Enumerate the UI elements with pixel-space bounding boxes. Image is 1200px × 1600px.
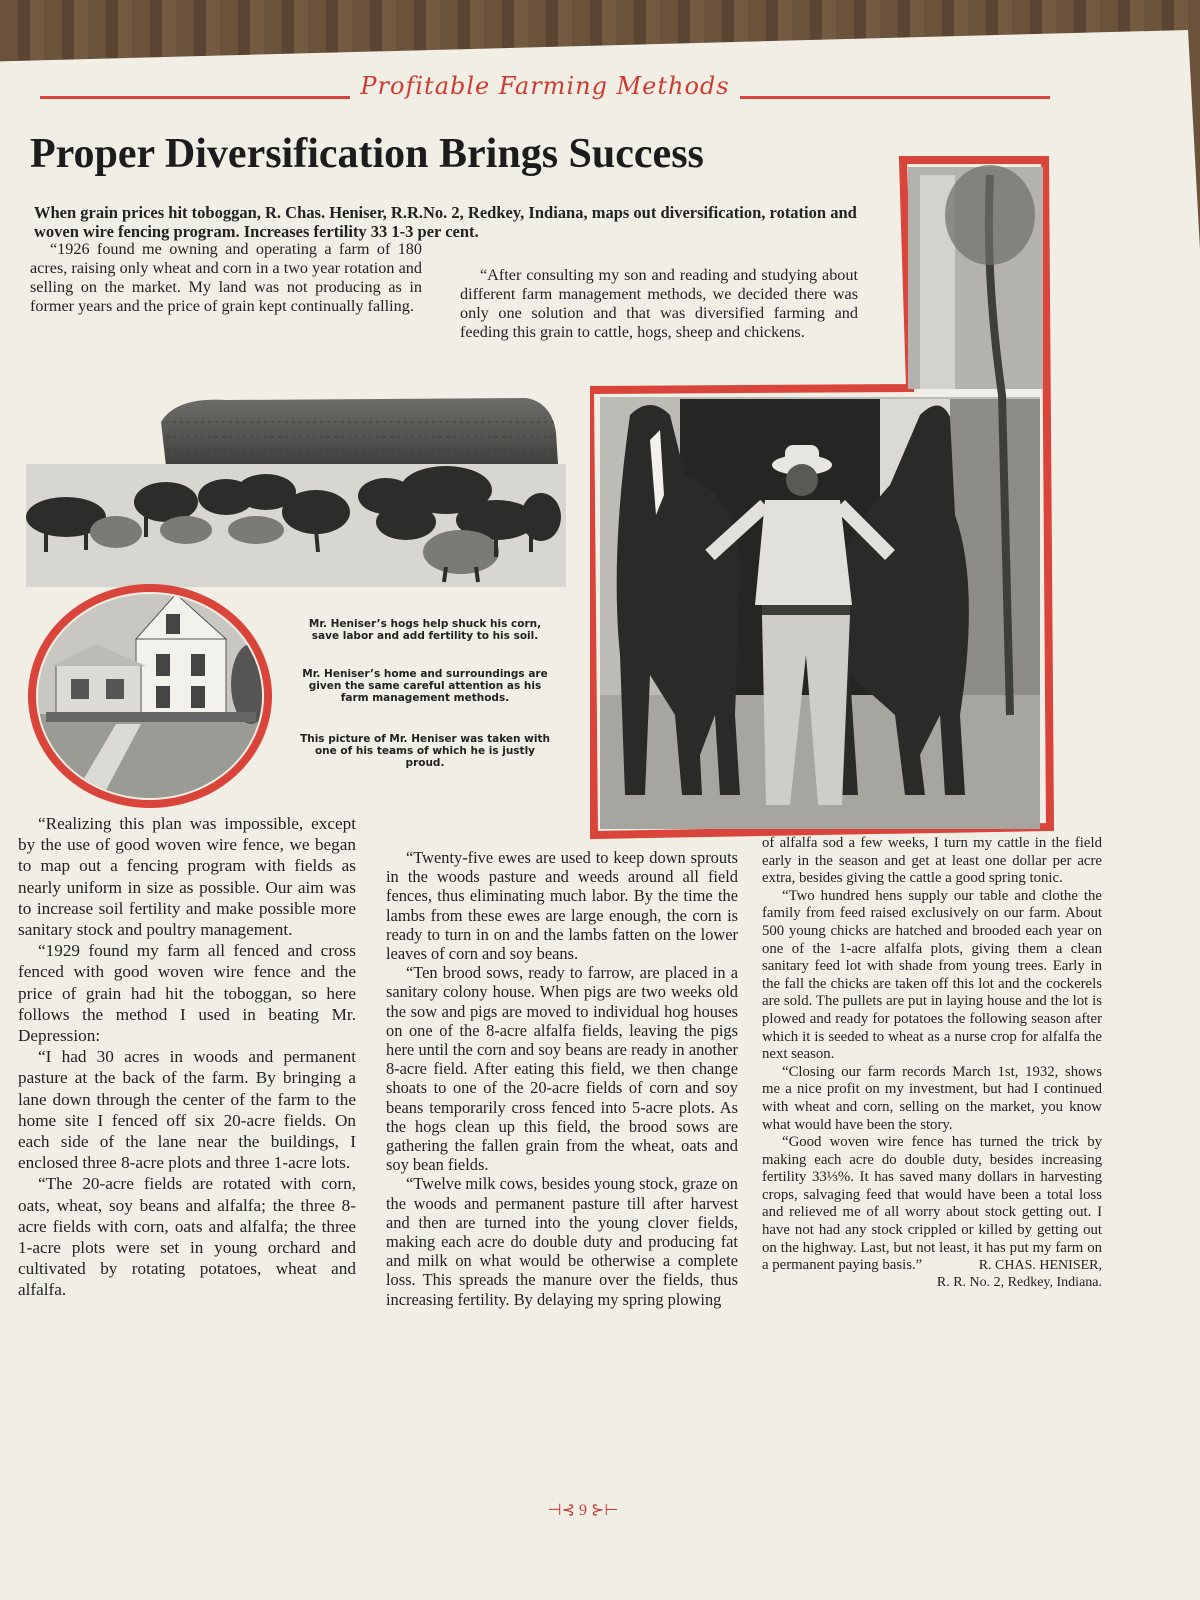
article-title: Proper Diversification Brings Success — [30, 131, 704, 177]
intro-text-1: “1926 found me owning and operating a farm of 180 acres, raising only wheat and corn in a two year rotation and selling on the market. My land was not producing as in former years and the price of grain kept continually falling. — [30, 240, 422, 315]
ornament-left-icon: ⊣⊰ — [547, 1502, 575, 1519]
running-head — [40, 72, 1050, 108]
column-a — [18, 813, 356, 1301]
column-b-paragraph: “Twelve milk cows, besides young stock, graze on the woods and permanent pasture till after harvest and then are turned into the young clover fields, making each acre do double duty and producing fat and milk on what would be otherwise a complete loss. This spreads the manure over the fields, thus increasing fertility. By delaying my spring plowing — [386, 1174, 738, 1309]
signature-address: R. R. No. 2, Redkey, Indiana. — [936, 1275, 1102, 1291]
article-subtitle: When grain prices hit toboggan, R. Chas. Heniser, R.R.No. 2, Redkey, Indiana, maps out diversification, rotation and woven wire fencing program. Increases fertility 33 1-3 per cent. — [34, 203, 857, 241]
ornament-right-icon: ⊱⊢ — [591, 1502, 619, 1519]
column-c-paragraph: “Closing our farm records March 1st, 1932, shows me a nice profit on my investment, but had I continued with wheat and corn, selling on the market, you know what would have been the story. — [762, 1063, 1102, 1133]
intro-paragraph-left — [30, 240, 422, 316]
column-a-paragraph: “The 20-acre fields are rotated with corn, oats, wheat, soy beans and alfalfa; the three 8-acre fields with corn, oats and alfalfa; the three 1-acre plots were set in young orchard and cultivated by rotating potatoes, wheat and alfalfa. — [18, 1174, 356, 1300]
running-head-text: Profitable Farming Methods — [354, 72, 735, 100]
column-c-paragraph: of alfalfa sod a few weeks, I turn my cattle in the field early in the season and get at least one dollar per acre extra, besides giving the cattle a good spring tonic. — [762, 835, 1102, 887]
house-photo — [26, 584, 276, 809]
page-number-ornament — [528, 1500, 638, 1520]
column-b — [386, 848, 738, 1309]
intro-text-2: “After consulting my son and reading and studying about different farm management methods, we decided there was only one solution and that was diversified farming and feeding this grain to cattle, hogs, sheep and chickens. — [460, 266, 858, 341]
column-c-paragraph: “Good woven wire fence has turned the trick by making each acre do double duty, besides increasing fertility 33⅓%. It has saved many dollars in harvesting crops, salvaging feed that would have been a total loss and relieved me of all worry about stock getting out. I have not had any stock crippled or killed by getting out on the highway. Last, but not least, it has put my farm on a permanent paying basis.” — [762, 1134, 1102, 1274]
page-number: 9 — [579, 1502, 587, 1519]
caption-hogs: Mr. Heniser’s hogs help shuck his corn, save labor and add fertility to his soil. — [308, 618, 542, 642]
column-a-paragraph: “I had 30 acres in woods and permanent pasture at the back of the farm. By bringing a lane down through the center of the farm to the home site I fenced off six 20-acre fields. On each side of the lane near the buildings, I enclosed three 8-acre plots and three 1-acre lots. — [18, 1047, 356, 1173]
hogs-photo — [26, 392, 566, 587]
column-b-paragraph: “Twenty-five ewes are used to keep down sprouts in the woods pasture and weeds around all field fences, thus eliminating much labor. By the time the lambs from these ewes are large enough, the corn is ready to turn in on and the lambs fatten on the lower leaves of corn and soy beans. — [386, 848, 738, 964]
caption-home: Mr. Heniser’s home and surroundings are given the same careful attention as his farm management methods. — [302, 668, 548, 704]
column-b-paragraph: “Ten brood sows, ready to farrow, are placed in a sanitary colony house. When pigs are two weeks old the sow and pigs are moved to individual hog houses on one of the 8-acre alfalfa fields, leaving the pigs here until the corn and soy beans are ready in another 8-acre field. After eating this field, we then change shoats to one of the 20-acre fields of corn and soy beans temporarily cross fenced into 5-acre plots. As the hogs clean up this field, the brood sows are gathering the fallen grain from the wheat, oats and soy bean fields. — [386, 963, 738, 1175]
signature-name: R. CHAS. HENISER, — [978, 1257, 1102, 1273]
man-with-horses-photo — [590, 155, 1110, 845]
caption-portrait: This picture of Mr. Heniser was taken with one of his teams of which he is justly proud. — [300, 733, 550, 769]
column-c-paragraph: “Two hundred hens supply our table and clothe the family from feed raised exclusively on our farm. About 500 young chicks are hatched and brooded each year on one of the 1-acre alfalfa plots, giving them a clean sanitary feed lot with shade from young trees. Early in the fall the chicks are taken off this lot and the cockerels are sold. The pullets are put in laying house and the lot is plowed and ready for potatoes the following season after which it is seeded to wheat as a nurse crop for alfalfa the next season. — [762, 887, 1102, 1063]
column-a-paragraph: “Realizing this plan was impossible, except by the use of good woven wire fence, we began to map out a fencing program with fields as nearly uniform in size as possible. Our aim was to increase soil fertility and make possible more sanitary stock and poultry management. — [18, 814, 356, 940]
column-a-paragraph: “1929 found my farm all fenced and cross fenced with good woven wire fence and the price of grain had hit the toboggan, so here follows the method I used in beating Mr. Depression: — [18, 941, 356, 1046]
column-c — [762, 835, 1102, 1292]
